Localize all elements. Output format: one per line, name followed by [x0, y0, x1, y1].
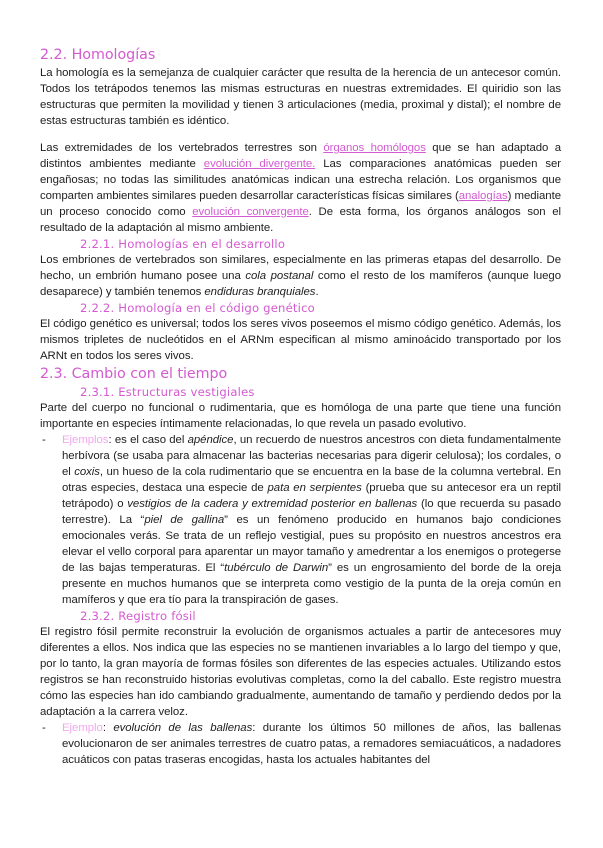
italic-term: apéndice — [187, 434, 234, 446]
text-run: Las extremidades de los vertebrados terrestres son — [40, 142, 324, 154]
link-organos-homologos[interactable]: órganos homólogos — [323, 142, 426, 154]
example-label: Ejemplos — [62, 434, 109, 446]
text-run: . De esta forma, los órganos análogos son el resultado de la adaptación al mismo ambiente. — [40, 206, 561, 234]
text-run: que se han adaptado a distintos ambientes mediante — [40, 142, 561, 170]
subsection-heading-desarrollo: 2.2.1. Homologías en el desarrollo — [80, 237, 286, 251]
list-item — [40, 720, 561, 768]
paragraph-embryos — [40, 252, 561, 300]
text-run: ) mediante un proceso conocido como — [40, 190, 561, 218]
section-heading-cambio-tiempo: 2.3. Cambio con el tiempo — [40, 366, 228, 382]
list-dash: - — [42, 722, 46, 734]
italic-term: evolución de las ballenas — [113, 722, 253, 734]
paragraph-genetic-code: El código genético es universal; todos los seres vivos poseemos el mismo código genético. Además, los mismos tripletes de nucleótidos en el ARNm especifican al mismo aminoácido transportado por los ARNt en todos los seres vivos. — [40, 318, 561, 362]
document-body — [40, 45, 561, 768]
italic-term: endiduras branquiales — [204, 286, 316, 298]
italic-term: coxis — [74, 466, 100, 478]
text-run: : — [102, 722, 114, 734]
section-heading-homologias: 2.2. Homologías — [40, 47, 156, 63]
text-run: , un recuerdo de nuestros ancestros con dieta fundamentalmente herbívora (se usaba para almacenar las bacterias necesarias para digerir celulosa); los cordales, o el — [62, 434, 561, 478]
paragraph-homology-definition: La homología es la semejanza de cualquier carácter que resulta de la herencia de un antecesor común. Todos los tetrápodos tenemos las mismas estructuras en nuestras extremidades. El quiridio son las estructuras que permiten la movilidad y tienen 3 articulaciones (media, proximal y distal); el nombre de estas estructuras también es idéntico. — [40, 67, 561, 127]
text-run: : es el caso del — [108, 434, 188, 446]
subsection-heading-registro-fosil: 2.3.2. Registro fósil — [80, 609, 196, 623]
text-run: ” es un fenómeno producido en humanos bajo condiciones emocionales verás. Se trata de un reflejo vestigial, pues su propósito en nuestros ancestros era elevar el vello corporal para aparentar un mayor tamaño y amedrentar a los enemigos o protegerse de las bajas temperaturas. El “ — [62, 514, 561, 574]
text-run: como el resto de los mamíferos (aunque luego desaparece) y también tenemos — [40, 270, 561, 298]
italic-term: pata en serpientes — [267, 482, 362, 494]
italic-term: vestigios de la cadera y extremidad posterior en ballenas — [127, 498, 418, 510]
text-run: (prueba que su antecesor era un reptil tetrápodo) o — [62, 482, 561, 510]
text-run: . — [315, 286, 319, 298]
text-run: : durante los últimos 50 millones de años, las ballenas evolucionaron de ser animales terrestres de cuatro patas, a remadores semiacuáticos, a nadadores acuáticos con patas traseras encogidas, hasta los actuales habitantes del — [62, 722, 561, 766]
italic-term: cola postanal — [245, 270, 314, 282]
italic-term: tubérculo de Darwin — [224, 562, 329, 574]
text-run: Los embriones de vertebrados son similares, especialmente en las primeras etapas del desarrollo. De hecho, un embrión humano posee una — [40, 254, 561, 282]
text-run: ” es un engrosamiento del borde de la oreja presente en muchos humanos que se interpreta como vestigio de la punta de la oreja común en mamíferos y que era tío para la transpiración de gases. — [62, 562, 561, 606]
vestigial-examples-list — [40, 432, 561, 608]
paragraph-vestigial-intro: Parte del cuerpo no funcional o rudimentaria, que es homóloga de una parte que tiene una función importante en especies íntimamente relacionadas, lo que revela un pasado evolutivo. — [40, 402, 561, 430]
link-analogias[interactable]: analogías — [458, 190, 508, 202]
link-evolucion-convergente[interactable]: evolución convergente — [192, 206, 309, 218]
spacer — [40, 129, 561, 140]
list-item — [40, 432, 561, 608]
paragraph-homologous-organs — [40, 140, 561, 236]
italic-term: piel de gallina — [144, 514, 225, 526]
example-label: Ejemplo — [62, 722, 103, 734]
paragraph-fossil-record: El registro fósil permite reconstruir la evolución de organismos actuales a partir de antecesores muy diferentes a ellos. Nos indica que las especies no se mantienen invariables a lo largo del tiempo y que, por lo tanto, la gran mayoría de formas fósiles son diferentes de las especies actuales. Utilizando estos registros se han reconstruido historias evolutivas completas, como la del caballo. Este registro muestra cómo las especies han ido cambiando gradualmente, aumentando de tamaño y perdiendo dedos por la adaptación a la carrera veloz. — [40, 626, 561, 718]
fossil-examples-list — [40, 720, 561, 768]
link-evolucion-divergente[interactable]: evolución divergente. — [203, 158, 316, 170]
subsection-heading-vestigiales: 2.3.1. Estructuras vestigiales — [80, 385, 255, 399]
subsection-heading-codigo-genetico: 2.2.2. Homología en el código genético — [80, 301, 315, 315]
list-dash: - — [42, 434, 46, 446]
text-run: Las comparaciones anatómicas pueden ser engañosas; no todas las similitudes anatómicas indican una estrecha relación. Los organismos que comparten ambientes similares pueden desarrollar características físicas similares ( — [40, 158, 562, 202]
text-run: , un hueso de la cola rudimentario que se encuentra en la base de la columna vertebral. En otras especies, destaca una especie de — [62, 466, 561, 494]
text-run: (lo que recuerda su pasado terrestre). La “ — [62, 498, 561, 526]
